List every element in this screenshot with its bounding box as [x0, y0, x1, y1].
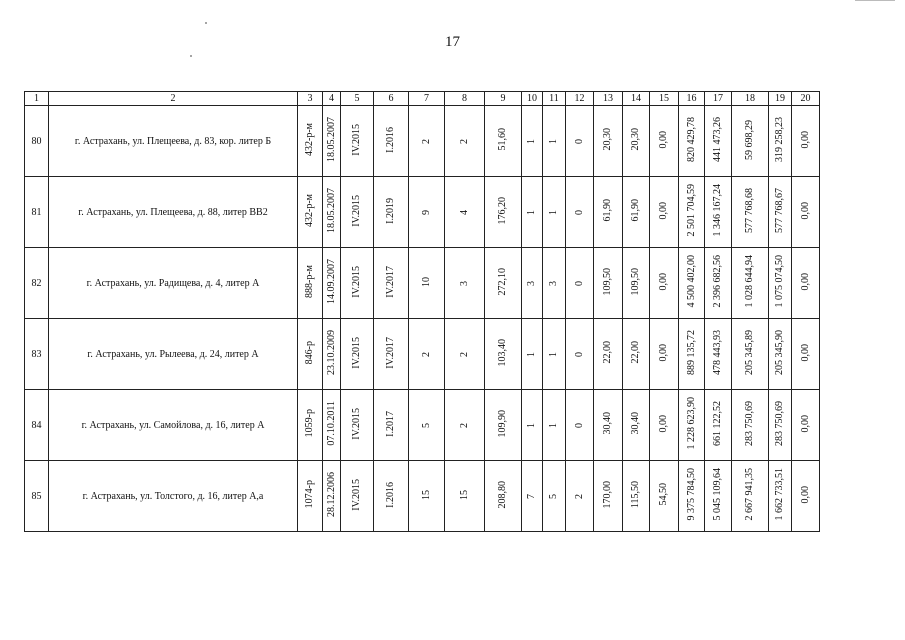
table-cell: [522, 106, 543, 177]
cell-value: 205 345,89: [744, 330, 755, 375]
table-cell: [594, 106, 623, 177]
table-cell: [409, 390, 445, 461]
table-cell: [594, 390, 623, 461]
column-header: 19: [769, 92, 792, 106]
cell-value: 661 122,52: [712, 401, 723, 446]
cell-value: 888-р-м: [304, 265, 315, 298]
cell-value: 0,00: [799, 343, 811, 362]
cell-value: 1: [548, 209, 559, 215]
table-row: [25, 106, 820, 177]
table-cell: [679, 106, 705, 177]
cell-value: 2: [420, 138, 432, 144]
cell-value: 5: [548, 493, 559, 499]
cell-value: 889 135,72: [685, 330, 697, 375]
table-cell: [623, 106, 650, 177]
table-cell: [792, 319, 820, 390]
table-cell: [594, 248, 623, 319]
table-cell: [679, 319, 705, 390]
cell-value: IV.2015: [351, 336, 362, 369]
cell-value: 22,00: [602, 341, 613, 364]
cell-value: 577 768,68: [744, 188, 755, 233]
table-cell: [543, 106, 566, 177]
table-cell: [341, 319, 374, 390]
cell-value: 18.05.2007: [325, 117, 337, 162]
cell-value: 2 501 704,59: [685, 184, 697, 237]
cell-value: IV.2015: [351, 265, 362, 298]
table-cell: [623, 390, 650, 461]
cell-value: IV.2015: [351, 407, 362, 440]
registry-table: [24, 91, 820, 532]
column-header: 12: [566, 92, 594, 106]
table-cell: [594, 319, 623, 390]
cell-value: 9 375 784,50: [685, 468, 697, 521]
table-cell: [409, 319, 445, 390]
table-cell: [705, 390, 732, 461]
table-cell: [323, 106, 341, 177]
table-cell: [522, 248, 543, 319]
column-header: 7: [409, 92, 445, 106]
cell-value: 1 662 733,51: [774, 468, 785, 521]
table-cell: [323, 248, 341, 319]
table-cell: [679, 177, 705, 248]
table-cell: [792, 106, 820, 177]
table-cell: [705, 177, 732, 248]
table-cell: [679, 248, 705, 319]
table-cell: [445, 248, 485, 319]
cell-value: IV.2017: [385, 336, 396, 369]
cell-value: 283 750,69: [774, 401, 785, 446]
table-cell: [769, 106, 792, 177]
cell-value: 59 698,29: [744, 119, 755, 160]
cell-value: 0,00: [799, 201, 811, 220]
cell-value: 0,00: [799, 414, 811, 433]
table-cell: г. Астрахань, ул. Плещеева, д. 83, кор. литер Б: [49, 106, 298, 177]
cell-value: 28.12.2006: [325, 472, 337, 517]
column-header: 9: [485, 92, 522, 106]
table-cell: [485, 106, 522, 177]
cell-value: 2: [458, 422, 470, 428]
cell-value: 432-р-м: [304, 123, 315, 156]
table-cell: [650, 390, 679, 461]
table-cell: 84: [25, 390, 49, 461]
table-body: [25, 92, 820, 532]
column-header: 14: [623, 92, 650, 106]
table-cell: [298, 106, 323, 177]
table-cell: [445, 461, 485, 532]
cell-value: 208,80: [497, 480, 508, 509]
table-cell: [679, 461, 705, 532]
cell-value: IV.2015: [351, 478, 362, 511]
scan-speck: [190, 55, 192, 57]
column-header: 17: [705, 92, 732, 106]
table-cell: [566, 319, 594, 390]
table-cell: [623, 319, 650, 390]
cell-value: 176,20: [497, 196, 508, 225]
table-cell: [445, 106, 485, 177]
cell-value: 61,90: [602, 199, 613, 222]
column-header: 16: [679, 92, 705, 106]
cell-value: 0: [573, 209, 585, 215]
cell-value: 0,00: [658, 414, 669, 433]
cell-value: 103,40: [497, 338, 508, 367]
table-cell: [409, 461, 445, 532]
cell-value: 18.05.2007: [325, 188, 337, 233]
table-row: [25, 319, 820, 390]
table-cell: [298, 390, 323, 461]
cell-value: 2: [420, 351, 432, 357]
table-cell: [341, 177, 374, 248]
table-cell: [543, 248, 566, 319]
table-cell: [374, 390, 409, 461]
table-cell: [374, 248, 409, 319]
cell-value: 846-р: [304, 340, 315, 365]
column-header: 5: [341, 92, 374, 106]
cell-value: 9: [420, 209, 432, 215]
cell-value: 1: [526, 422, 537, 428]
table-cell: [543, 390, 566, 461]
cell-value: 51,60: [497, 128, 508, 151]
cell-value: 20,30: [630, 128, 641, 151]
table-cell: [792, 177, 820, 248]
table-cell: 85: [25, 461, 49, 532]
table-row: [25, 461, 820, 532]
table-cell: [323, 177, 341, 248]
table-cell: [792, 248, 820, 319]
cell-value: 15: [458, 489, 470, 500]
cell-value: 478 443,93: [712, 330, 723, 375]
cell-value: 109,50: [630, 267, 641, 296]
table-cell: [323, 319, 341, 390]
table-cell: [650, 248, 679, 319]
cell-value: 0: [573, 138, 585, 144]
table-cell: [485, 177, 522, 248]
table-cell: [705, 461, 732, 532]
table-cell: [594, 461, 623, 532]
table-cell: [769, 390, 792, 461]
table-cell: [485, 319, 522, 390]
cell-value: IV.2015: [351, 123, 362, 156]
table-cell: [298, 177, 323, 248]
cell-value: 432-р-м: [304, 194, 315, 227]
table-cell: [732, 177, 769, 248]
table-cell: г. Астрахань, ул. Толстого, д. 16, литер А,а: [49, 461, 298, 532]
table-cell: [679, 390, 705, 461]
cell-value: 5 045 109,64: [712, 468, 723, 521]
table-cell: [374, 461, 409, 532]
table-cell: [705, 106, 732, 177]
table-cell: г. Астрахань, ул. Рылеева, д. 24, литер А: [49, 319, 298, 390]
table-cell: [522, 390, 543, 461]
column-header: 13: [594, 92, 623, 106]
cell-value: 319 258,23: [774, 117, 785, 162]
table-cell: 82: [25, 248, 49, 319]
cell-value: 22,00: [630, 341, 641, 364]
table-cell: 83: [25, 319, 49, 390]
table-cell: [650, 461, 679, 532]
cell-value: 1074-р: [304, 480, 315, 509]
table-cell: [323, 390, 341, 461]
table-cell: [522, 461, 543, 532]
table-cell: [769, 461, 792, 532]
table-cell: [566, 177, 594, 248]
cell-value: 1: [526, 351, 537, 357]
table-cell: [323, 461, 341, 532]
cell-value: 2 667 941,35: [744, 468, 755, 521]
cell-value: 20,30: [602, 128, 613, 151]
column-header: 10: [522, 92, 543, 106]
table-cell: [522, 177, 543, 248]
cell-value: 30,40: [630, 412, 641, 435]
cell-value: 23.10.2009: [325, 330, 337, 375]
cell-value: 1 228 623,90: [685, 397, 697, 450]
table-cell: [409, 248, 445, 319]
table-cell: [566, 390, 594, 461]
column-header: 2: [49, 92, 298, 106]
cell-value: 109,50: [602, 267, 613, 296]
column-header: 8: [445, 92, 485, 106]
table-cell: [732, 106, 769, 177]
cell-value: 2: [573, 493, 585, 499]
column-header: 15: [650, 92, 679, 106]
table-row: [25, 390, 820, 461]
table-cell: [543, 461, 566, 532]
cell-value: 2 396 682,56: [712, 255, 723, 308]
cell-value: 283 750,69: [744, 401, 755, 446]
cell-value: 7: [526, 493, 537, 499]
table-cell: [566, 248, 594, 319]
cell-value: 0,00: [658, 201, 669, 220]
table-cell: [792, 390, 820, 461]
table-cell: [298, 461, 323, 532]
cell-value: I.2017: [385, 410, 396, 437]
column-header: 3: [298, 92, 323, 106]
cell-value: I.2016: [385, 126, 396, 153]
table-cell: [705, 248, 732, 319]
page-number: 17: [445, 34, 460, 50]
table-cell: [409, 106, 445, 177]
cell-value: 1 028 644,94: [744, 255, 755, 308]
cell-value: I.2016: [385, 481, 396, 508]
table-cell: [769, 177, 792, 248]
table-cell: [732, 390, 769, 461]
cell-value: 0,00: [799, 485, 811, 504]
table-cell: [522, 319, 543, 390]
cell-value: 577 768,67: [774, 188, 785, 233]
cell-value: 14.09.2007: [325, 259, 337, 304]
table-cell: [298, 248, 323, 319]
cell-value: 3: [548, 280, 559, 286]
cell-value: 1 075 074,50: [774, 255, 785, 308]
cell-value: 3: [526, 280, 537, 286]
table-cell: [650, 177, 679, 248]
table-cell: [705, 319, 732, 390]
cell-value: 0: [573, 351, 585, 357]
cell-value: 0: [573, 422, 585, 428]
table-cell: [623, 177, 650, 248]
cell-value: 1 346 167,24: [712, 184, 723, 237]
cell-value: 1: [548, 138, 559, 144]
table-cell: [623, 248, 650, 319]
cell-value: 1: [548, 422, 559, 428]
cell-value: 1: [548, 351, 559, 357]
table-cell: [769, 248, 792, 319]
column-header: 11: [543, 92, 566, 106]
table-cell: [566, 106, 594, 177]
table-cell: г. Астрахань, ул. Плещеева, д. 88, литер ВВ2: [49, 177, 298, 248]
table-cell: [298, 319, 323, 390]
cell-value: 0,00: [658, 272, 669, 291]
cell-value: 15: [420, 489, 432, 500]
cell-value: 1059-р: [304, 409, 315, 438]
cell-value: 1: [526, 138, 537, 144]
cell-value: 07.10.2011: [325, 401, 337, 446]
cell-value: 30,40: [602, 412, 613, 435]
cell-value: 109,90: [497, 409, 508, 438]
cell-value: 115,50: [630, 480, 641, 509]
table-cell: [341, 390, 374, 461]
table-cell: г. Астрахань, ул. Радищева, д. 4, литер А: [49, 248, 298, 319]
cell-value: 4 500 402,00: [685, 255, 697, 308]
scan-artifact: [855, 0, 895, 4]
table-cell: [341, 248, 374, 319]
table-row: [25, 248, 820, 319]
cell-value: 820 429,78: [685, 117, 697, 162]
table-cell: 80: [25, 106, 49, 177]
header-row: [25, 92, 820, 106]
cell-value: 0,00: [799, 130, 811, 149]
table-cell: [445, 390, 485, 461]
table-cell: [732, 248, 769, 319]
table-cell: [409, 177, 445, 248]
table-cell: 81: [25, 177, 49, 248]
cell-value: 2: [458, 351, 470, 357]
table-cell: [650, 106, 679, 177]
table-cell: [732, 461, 769, 532]
column-header: 4: [323, 92, 341, 106]
column-header: 18: [732, 92, 769, 106]
cell-value: 5: [420, 422, 432, 428]
table-cell: [543, 177, 566, 248]
table-cell: [792, 461, 820, 532]
table-cell: [623, 461, 650, 532]
table-cell: [650, 319, 679, 390]
cell-value: 61,90: [630, 199, 641, 222]
column-header: 6: [374, 92, 409, 106]
cell-value: 441 473,26: [712, 117, 723, 162]
table-cell: [374, 319, 409, 390]
table-cell: г. Астрахань, ул. Самойлова, д. 16, литер А: [49, 390, 298, 461]
cell-value: 1: [526, 209, 537, 215]
cell-value: 272,10: [497, 267, 508, 296]
cell-value: 170,00: [602, 480, 613, 509]
cell-value: IV.2015: [351, 194, 362, 227]
cell-value: 54,50: [658, 483, 669, 506]
table-cell: [769, 319, 792, 390]
table-cell: [341, 106, 374, 177]
cell-value: 3: [458, 280, 470, 286]
table-cell: [594, 177, 623, 248]
column-header: 1: [25, 92, 49, 106]
table-cell: [485, 390, 522, 461]
cell-value: 4: [458, 209, 470, 215]
table-cell: [374, 177, 409, 248]
table-cell: [485, 461, 522, 532]
cell-value: IV.2017: [385, 265, 396, 298]
table-cell: [732, 319, 769, 390]
cell-value: 0,00: [799, 272, 811, 291]
cell-value: 0,00: [658, 343, 669, 362]
column-header: 20: [792, 92, 820, 106]
cell-value: 2: [458, 138, 470, 144]
cell-value: 0,00: [658, 130, 669, 149]
table-cell: [485, 248, 522, 319]
scan-speck: [205, 22, 207, 24]
table-cell: [341, 461, 374, 532]
cell-value: 0: [573, 280, 585, 286]
cell-value: I.2019: [385, 197, 396, 224]
table-cell: [566, 461, 594, 532]
table-cell: [445, 177, 485, 248]
table-cell: [445, 319, 485, 390]
table-cell: [374, 106, 409, 177]
cell-value: 10: [420, 276, 432, 287]
cell-value: 205 345,90: [774, 330, 785, 375]
table-cell: [543, 319, 566, 390]
table-row: [25, 177, 820, 248]
